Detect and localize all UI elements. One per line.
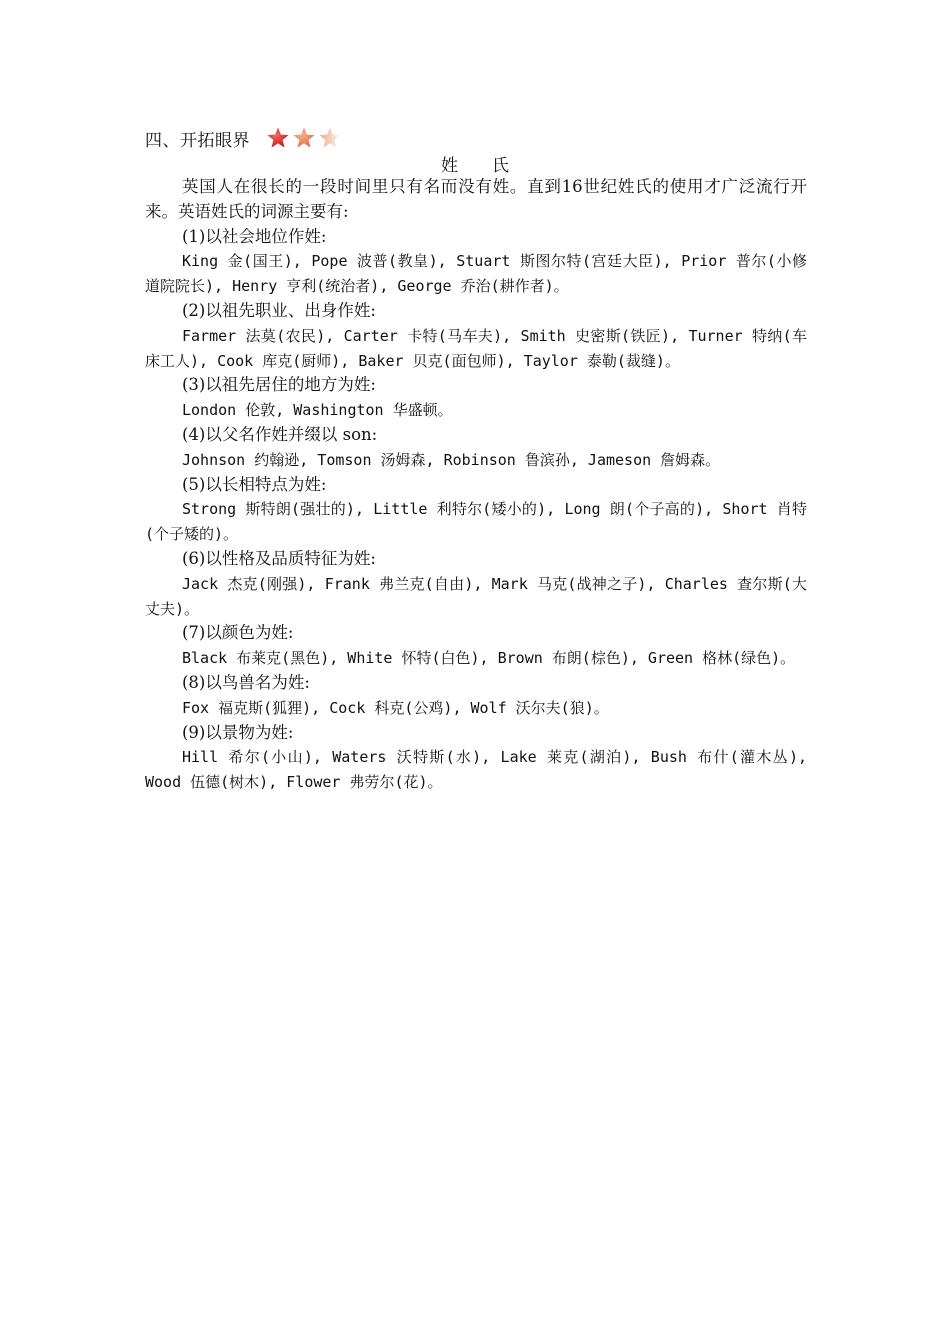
category-heading: (3)以祖先居住的地方为姓: — [182, 375, 376, 395]
category-heading: (8)以鸟兽名为姓: — [182, 672, 310, 692]
section-heading — [145, 124, 342, 152]
difficulty-rating — [266, 126, 342, 150]
category-examples: King 金(国王), Pope 波普(教皇), Stuart 斯图尔特(宫廷大臣), Prior 普尔(小修道院院长), Henry 亨利(统治者), George 乔治(耕作者)。 — [145, 252, 807, 296]
category-examples: Farmer 法莫(农民), Carter 卡特(马车夫), Smith 史密斯(铁匠), Turner 特纳(车床工人), Cook 库克(厨师), Baker 贝克(面包师), Taylor 泰勒(裁缝)。 — [145, 326, 807, 370]
article-title — [0, 151, 950, 176]
category-examples: Johnson 约翰逊, Tomson 汤姆森, Robinson 鲁滨孙, Jameson 詹姆森。 — [182, 450, 721, 469]
category-examples: Hill 希尔(小山), Waters 沃特斯(水), Lake 莱克(湖泊), Bush 布什(灌木丛), Wood 伍德(树木), Flower 弗劳尔(花)。 — [145, 748, 807, 792]
intro-paragraph: 英国人在很长的一段时间里只有名而没有姓。直到16世纪姓氏的使用才广泛流行开来。英语姓氏的词源主要有: — [145, 177, 807, 221]
title-char-2: 氏 — [492, 156, 509, 176]
star-half-icon — [318, 126, 342, 150]
article-body — [145, 175, 807, 795]
category-list — [145, 225, 807, 795]
category-heading: (1)以社会地位作姓: — [182, 226, 327, 246]
section-label: 四、开拓眼界 — [145, 130, 250, 151]
title-char-1: 姓 — [441, 156, 458, 176]
category-heading: (2)以祖先职业、出身作姓: — [182, 300, 376, 320]
category-heading: (9)以景物为姓: — [182, 722, 294, 742]
category-heading: (6)以性格及品质特征为姓: — [182, 548, 376, 568]
category-examples: Black 布莱克(黑色), White 怀特(白色), Brown 布朗(棕色), Green 格林(绿色)。 — [182, 649, 796, 668]
star-full-icon — [292, 126, 316, 150]
category-heading: (4)以父名作姓并缀以 son: — [182, 424, 378, 444]
category-examples: Jack 杰克(刚强), Frank 弗兰克(自由), Mark 马克(战神之子), Charles 查尔斯(大丈夫)。 — [145, 574, 807, 618]
star-full-icon — [266, 126, 290, 150]
category-examples: Fox 福克斯(狐狸), Cock 科克(公鸡), Wolf 沃尔夫(狼)。 — [182, 698, 609, 717]
category-examples: Strong 斯特朗(强壮的), Little 利特尔(矮小的), Long 朗(个子高的), Short 肖特(个子矮的)。 — [145, 500, 807, 544]
category-examples: London 伦敦, Washington 华盛顿。 — [182, 401, 453, 420]
category-heading: (7)以颜色为姓: — [182, 623, 294, 643]
category-heading: (5)以长相特点为姓: — [182, 474, 327, 494]
